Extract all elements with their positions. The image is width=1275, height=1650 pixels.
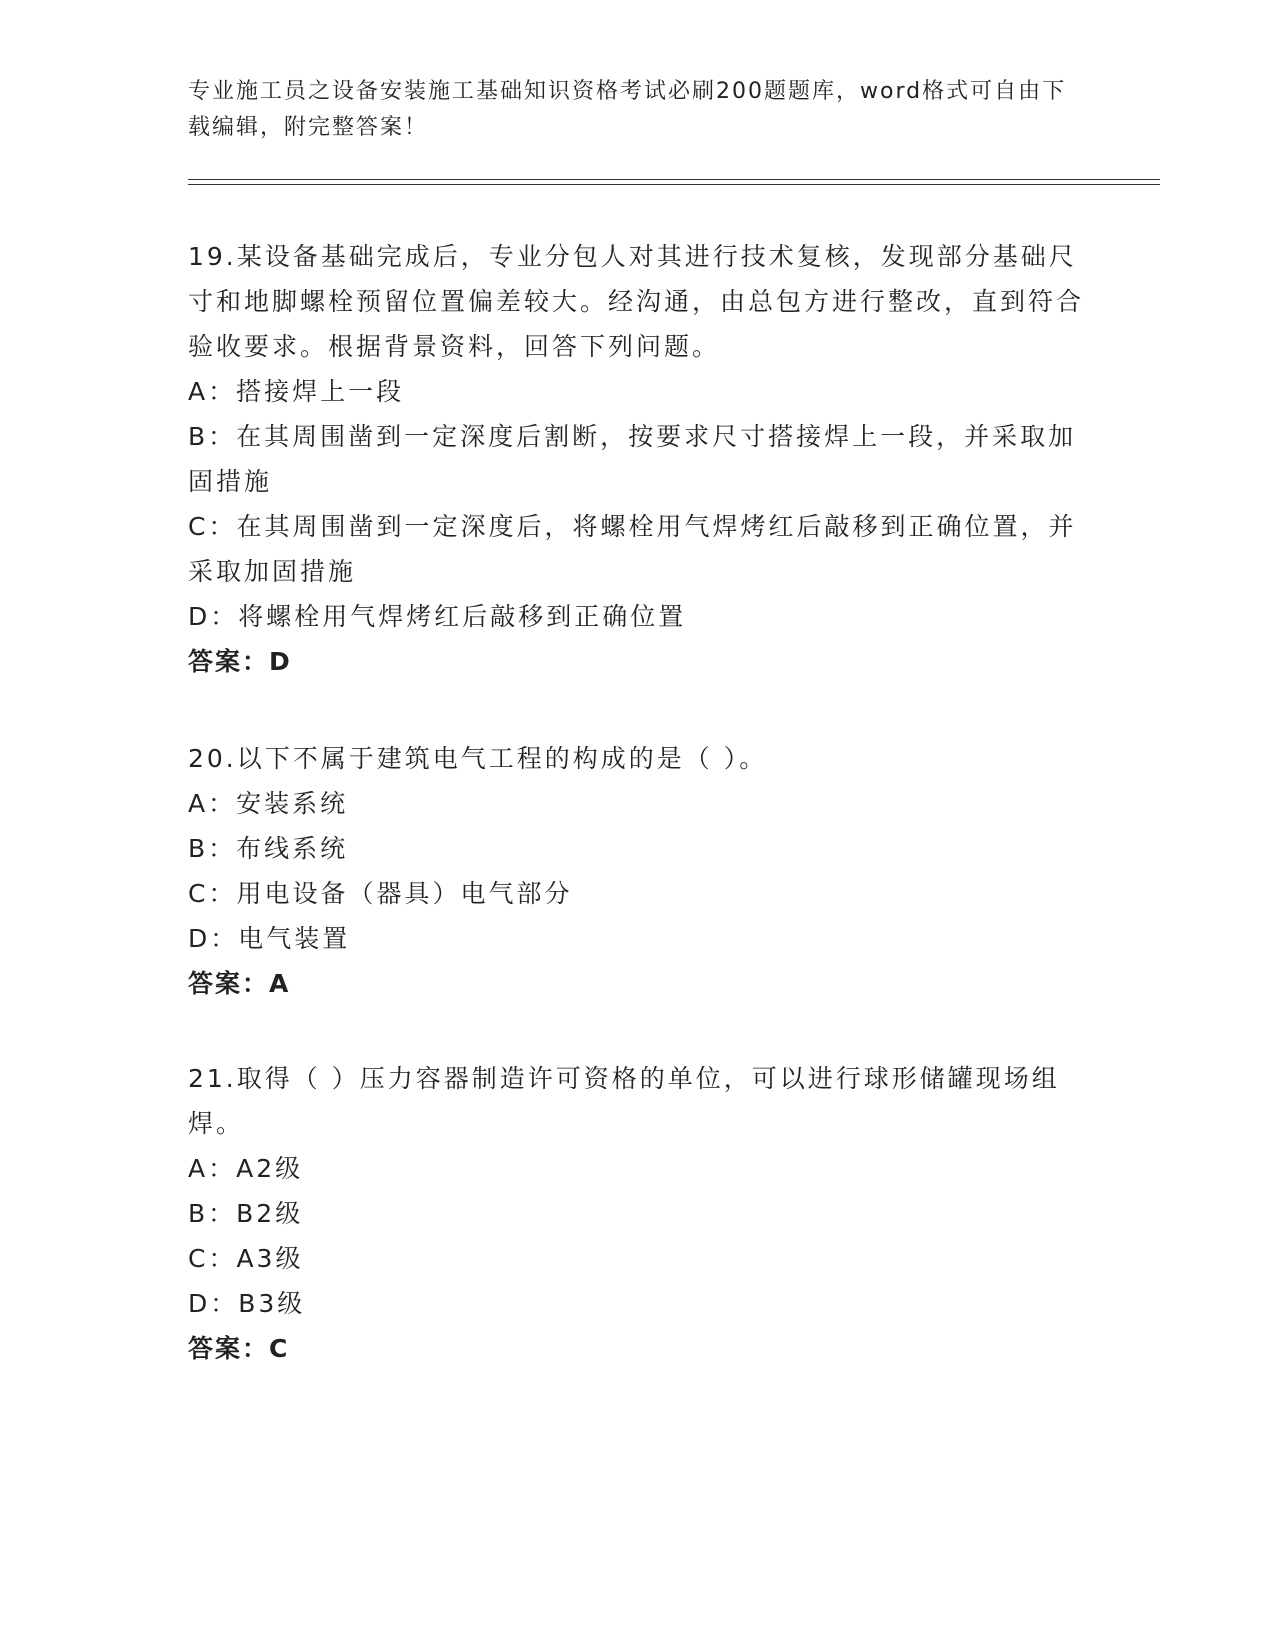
option-d: D：电气装置 bbox=[188, 924, 351, 953]
option-c: C：A3级 bbox=[188, 1244, 304, 1273]
option-d: D：B3级 bbox=[188, 1289, 306, 1318]
question-stem: 21.取得（ ）压力容器制造许可资格的单位，可以进行球形储罐现场组焊。 bbox=[188, 1064, 1060, 1138]
question-21 bbox=[188, 1056, 1088, 1371]
question-20 bbox=[188, 736, 1088, 1006]
option-a: A：A2级 bbox=[188, 1154, 304, 1183]
answer: 答案：A bbox=[188, 969, 291, 998]
question-stem: 20.以下不属于建筑电气工程的构成的是（ ）。 bbox=[188, 744, 768, 773]
answer: 答案：D bbox=[188, 647, 292, 676]
option-b: B：布线系统 bbox=[188, 834, 349, 863]
option-d: D：将螺栓用气焊烤红后敲移到正确位置 bbox=[188, 602, 687, 631]
option-a: A：安装系统 bbox=[188, 789, 349, 818]
option-c: C：用电设备（器具）电气部分 bbox=[188, 879, 573, 908]
header-divider-top bbox=[188, 179, 1160, 180]
header-divider-bottom bbox=[188, 184, 1160, 185]
option-a: A：搭接焊上一段 bbox=[188, 377, 405, 406]
option-c: C：在其周围凿到一定深度后，将螺栓用气焊烤红后敲移到正确位置，并采取加固措施 bbox=[188, 512, 1077, 586]
option-b: B：B2级 bbox=[188, 1199, 304, 1228]
question-19 bbox=[188, 234, 1088, 684]
document-header: 专业施工员之设备安装施工基础知识资格考试必刷200题题库，word格式可自由下载编辑，附完整答案！ bbox=[188, 79, 1067, 140]
answer: 答案：C bbox=[188, 1334, 290, 1363]
option-b: B：在其周围凿到一定深度后割断，按要求尺寸搭接焊上一段，并采取加固措施 bbox=[188, 422, 1077, 496]
question-stem: 19.某设备基础完成后，专业分包人对其进行技术复核，发现部分基础尺寸和地脚螺栓预留位置偏差较大。经沟通，由总包方进行整改，直到符合验收要求。根据背景资料，回答下列问题。 bbox=[188, 242, 1085, 361]
